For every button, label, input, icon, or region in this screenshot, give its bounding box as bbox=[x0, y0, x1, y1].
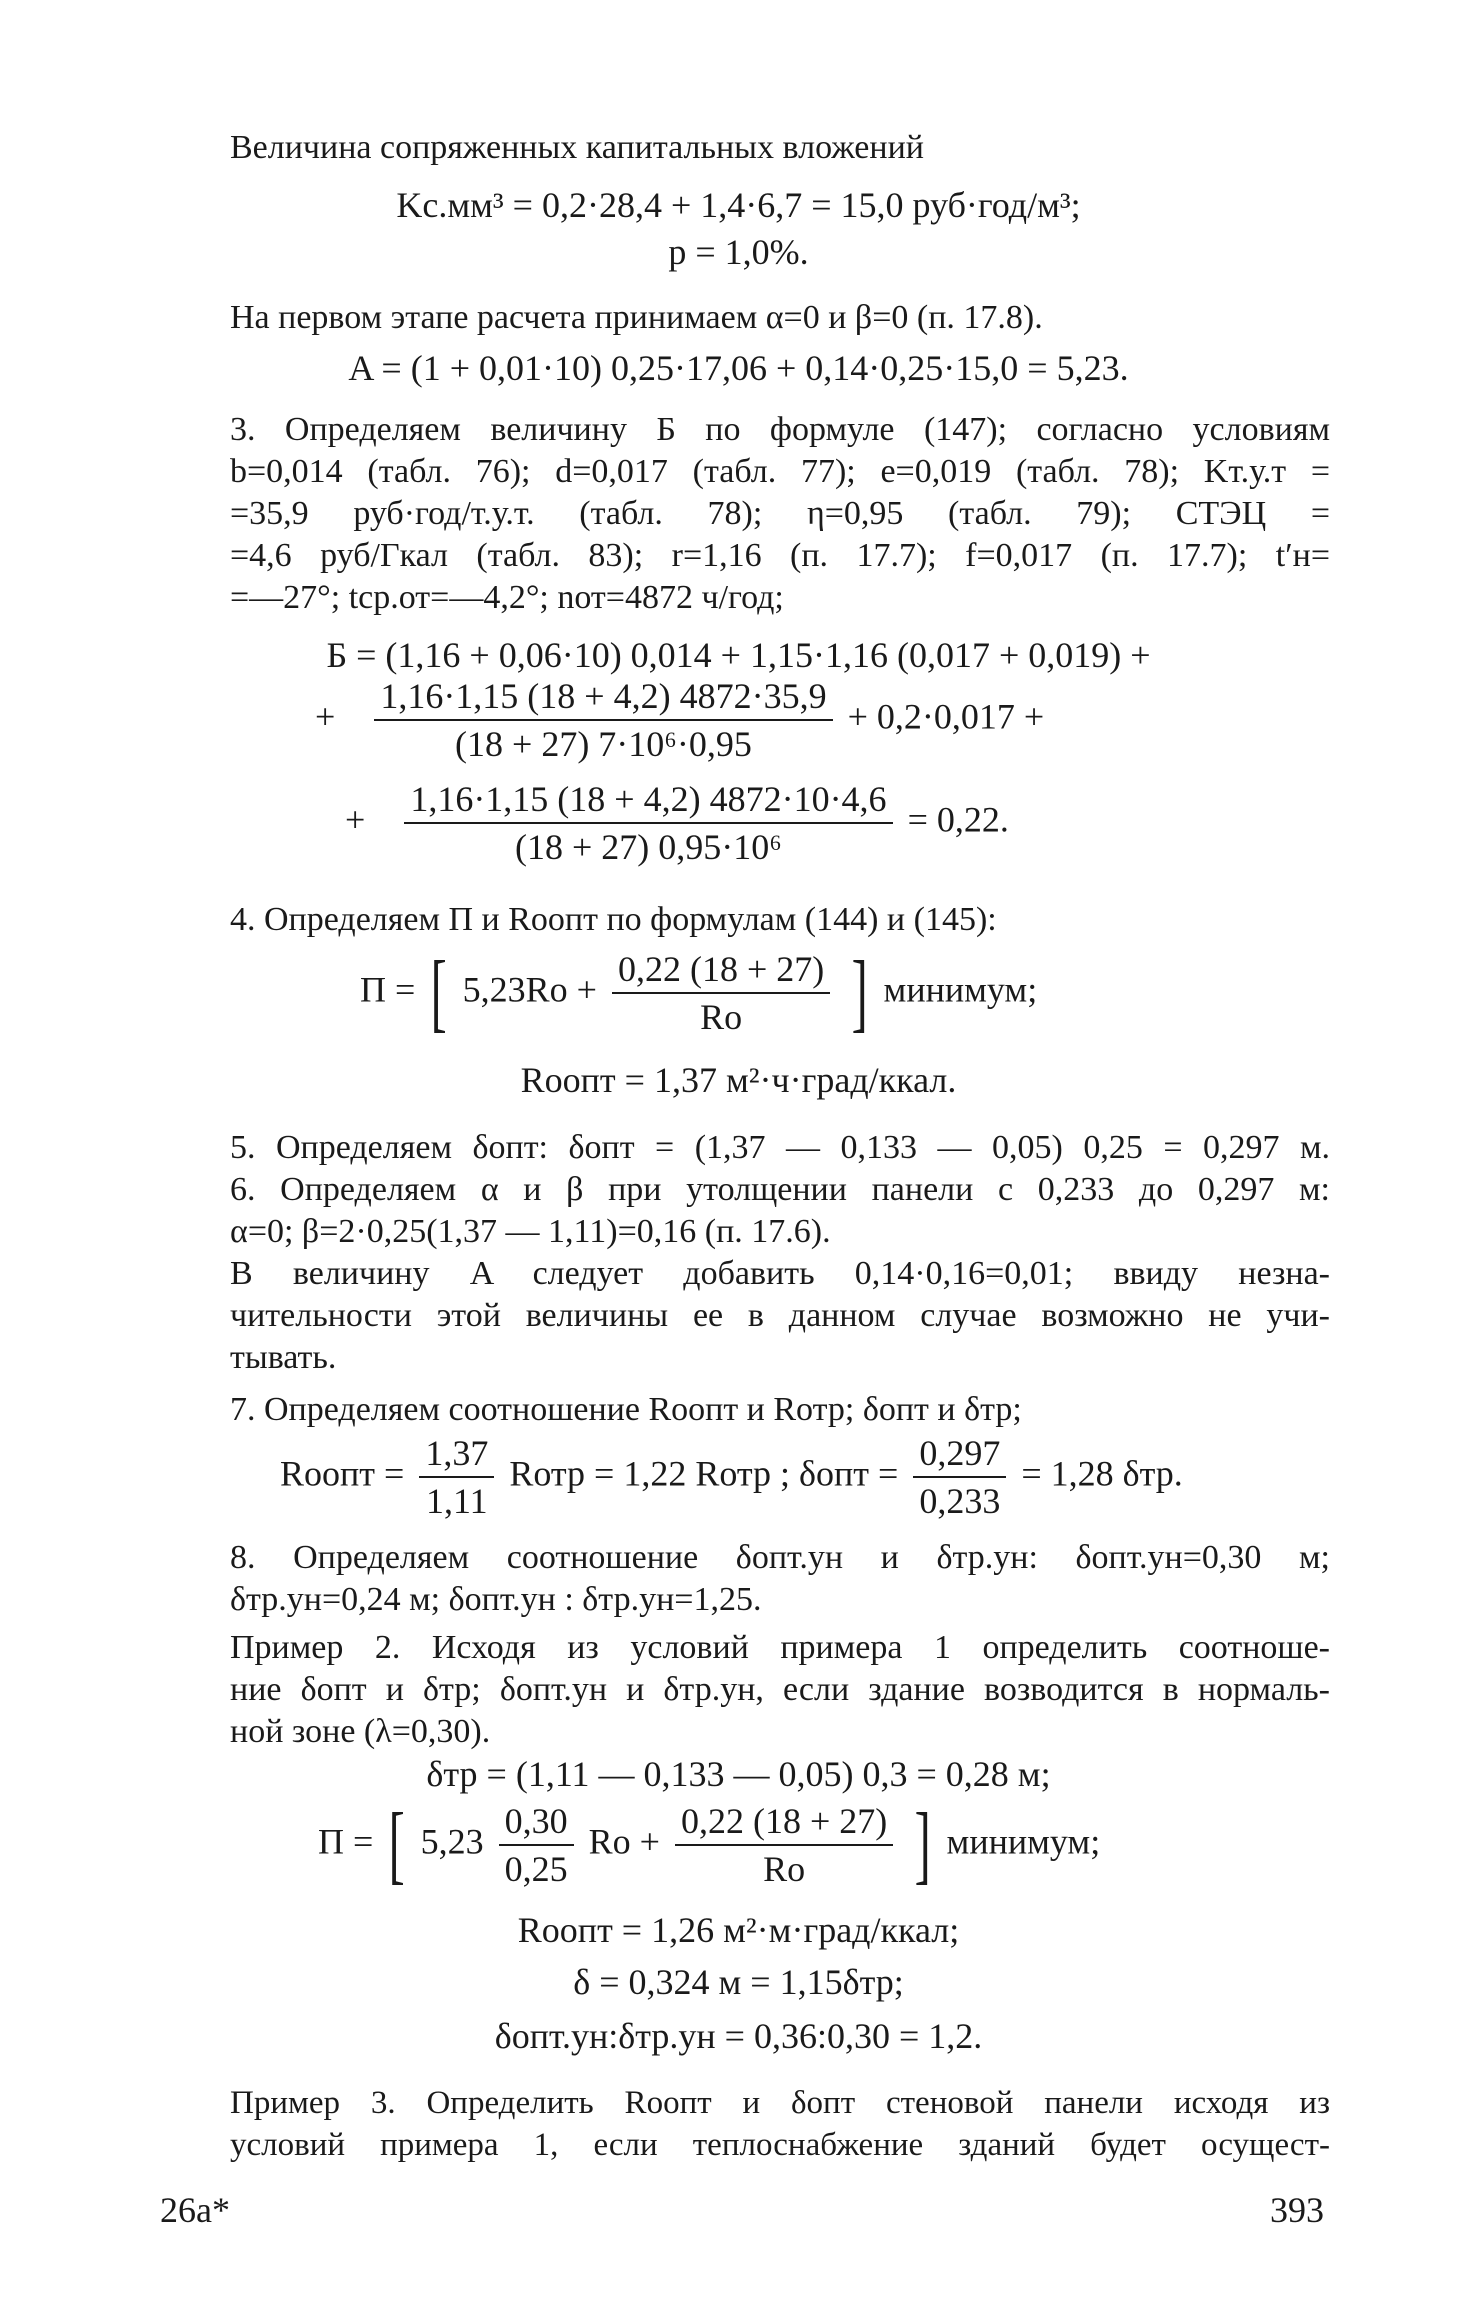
text-line: Пример 3. Определить Rоопт и δопт стеновой панели исходя из bbox=[230, 2085, 1330, 2121]
formula-a: A = (1 + 0,01·10) 0,25·17,06 + 0,14·0,25·15,0 = 5,23. bbox=[348, 348, 1129, 388]
fraction bbox=[675, 1800, 893, 1890]
plus-sign: + bbox=[315, 696, 336, 737]
right-bracket: ] bbox=[851, 944, 868, 1041]
formula-r-opt-2: Rоопт = 1,26 м²·м·град/ккал; bbox=[517, 1910, 960, 1950]
text-line: =35,9 руб·год/т.у.т. (табл. 78); η=0,95 (табл. 79); CТЭЦ = bbox=[230, 495, 1330, 532]
text-line: 6. Определяем α и β при утолщении панели с 0,233 до 0,297 м: bbox=[230, 1171, 1330, 1208]
formula-head: П = bbox=[318, 1821, 374, 1862]
text-line: 8. Определяем соотношение δопт.ун и δтр.ун: δопт.ун=0,30 м; bbox=[230, 1539, 1330, 1576]
text-line: δтр.ун=0,24 м; δопт.ун : δтр.ун=1,25. bbox=[230, 1581, 762, 1618]
fraction bbox=[499, 1800, 574, 1890]
formula-b-line2 bbox=[315, 675, 1044, 765]
footer-signature: 26а* bbox=[160, 2190, 230, 2230]
text-line: α=0; β=2·0,25(1,37 — 1,11)=0,16 (п. 17.6). bbox=[230, 1213, 831, 1250]
fraction bbox=[419, 1432, 494, 1522]
numerator: 1,16·1,15 (18 + 4,2) 4872·10·4,6 bbox=[404, 778, 892, 824]
denominator: Rо bbox=[763, 1849, 806, 1889]
page-number: 393 bbox=[1270, 2190, 1324, 2230]
formula-tail: = 1,28 δтр. bbox=[1021, 1453, 1183, 1494]
denominator: (18 + 27) 0,95·10⁶ bbox=[515, 827, 782, 867]
left-bracket: [ bbox=[430, 944, 448, 1041]
denominator: Rо bbox=[700, 997, 743, 1037]
text-line: В величину A следует добавить 0,14·0,16=0,01; ввиду незна- bbox=[230, 1255, 1330, 1292]
text-line: b=0,014 (табл. 76); d=0,017 (табл. 77); e=0,019 (табл. 78); Kт.у.т = bbox=[230, 453, 1330, 490]
numerator: 0,297 bbox=[913, 1432, 1006, 1478]
formula-b-line1: Б = (1,16 + 0,06·10) 0,014 + 1,15·1,16 (0,017 + 0,019) + bbox=[326, 635, 1151, 675]
formula-ratio bbox=[280, 1432, 1183, 1522]
text-line: =4,6 руб/Гкал (табл. 83); r=1,16 (п. 17.7); f=0,017 (п. 17.7); t′н= bbox=[230, 537, 1330, 574]
numerator: 0,30 bbox=[499, 1800, 574, 1846]
text-line: условий примера 1, если теплоснабжение зданий будет осущест- bbox=[230, 2127, 1330, 2163]
formula-p-minimum-2 bbox=[318, 1796, 1101, 1893]
text-line: чительности этой величины ее в данном случае возможно не учи- bbox=[230, 1297, 1330, 1334]
formula-p-minimum bbox=[360, 944, 1038, 1041]
text-line: ной зоне (λ=0,30). bbox=[230, 1713, 491, 1750]
formula-delta-ratio: δопт.ун:δтр.ун = 0,36:0,30 = 1,2. bbox=[494, 2016, 983, 2056]
formula-head: П = bbox=[360, 969, 416, 1010]
formula-delta: δ = 0,324 м = 1,15δтр; bbox=[573, 1962, 904, 2002]
numerator: 0,22 (18 + 27) bbox=[675, 1800, 893, 1846]
numerator: 1,37 bbox=[419, 1432, 494, 1478]
text-line: Пример 2. Исходя из условий примера 1 определить соотноше- bbox=[230, 1629, 1330, 1666]
denominator: (18 + 27) 7·10⁶·0,95 bbox=[455, 724, 752, 764]
formula-tail: + 0,2·0,017 + bbox=[847, 696, 1045, 737]
plus-sign: + bbox=[345, 799, 366, 840]
formula-head: Rоопт = bbox=[280, 1453, 405, 1494]
formula-tail: = 0,22. bbox=[907, 799, 1009, 840]
denominator: 1,11 bbox=[425, 1481, 488, 1521]
text-line: Величина сопряженных капитальных вложений bbox=[230, 129, 924, 166]
numerator: 0,22 (18 + 27) bbox=[612, 948, 830, 994]
formula-term: 5,23Rо + bbox=[462, 969, 597, 1010]
text-line: 4. Определяем П и Rоопт по формулам (144) и (145): bbox=[230, 901, 997, 938]
formula-delta-tr: δтр = (1,11 — 0,133 — 0,05) 0,3 = 0,28 м; bbox=[426, 1754, 1051, 1794]
formula-term: Rотр = 1,22 Rотр ; δопт = bbox=[509, 1453, 899, 1494]
denominator: 0,233 bbox=[919, 1481, 1001, 1521]
text-line: 3. Определяем величину Б по формуле (147); согласно условиям bbox=[230, 411, 1330, 448]
text-line: 5. Определяем δопт: δопт = (1,37 — 0,133 — 0,05) 0,25 = 0,297 м. bbox=[230, 1129, 1330, 1166]
left-bracket: [ bbox=[388, 1796, 406, 1893]
formula-b-line3 bbox=[345, 778, 1009, 868]
formula-tail: минимум; bbox=[883, 969, 1038, 1010]
text-line: 7. Определяем соотношение Rоопт и Rотр; δопт и δтр; bbox=[230, 1391, 1022, 1428]
fraction bbox=[612, 948, 830, 1038]
text-line: тывать. bbox=[230, 1339, 337, 1376]
formula-r-opt: Rоопт = 1,37 м²·ч·град/ккал. bbox=[520, 1060, 957, 1100]
formula-capital-investment: Kс.мм³ = 0,2·28,4 + 1,4·6,7 = 15,0 руб·год/м³; bbox=[396, 185, 1081, 225]
numerator: 1,16·1,15 (18 + 4,2) 4872·35,9 bbox=[374, 675, 832, 721]
fraction bbox=[913, 1432, 1006, 1522]
formula-term: 5,23 bbox=[420, 1821, 484, 1862]
text-line: =—27°; tср.от=—4,2°; nот=4872 ч/год; bbox=[230, 579, 784, 616]
fraction bbox=[404, 778, 892, 868]
formula-term: Rо + bbox=[588, 1821, 660, 1862]
formula-p: p = 1,0%. bbox=[668, 232, 809, 272]
fraction bbox=[374, 675, 832, 765]
formula-tail: минимум; bbox=[946, 1821, 1101, 1862]
right-bracket: ] bbox=[914, 1796, 931, 1893]
denominator: 0,25 bbox=[504, 1849, 568, 1889]
text-line: ние δопт и δтр; δопт.ун и δтр.ун, если здание возводится в нормаль- bbox=[230, 1671, 1330, 1708]
text-line: На первом этапе расчета принимаем α=0 и β=0 (п. 17.8). bbox=[230, 299, 1043, 336]
